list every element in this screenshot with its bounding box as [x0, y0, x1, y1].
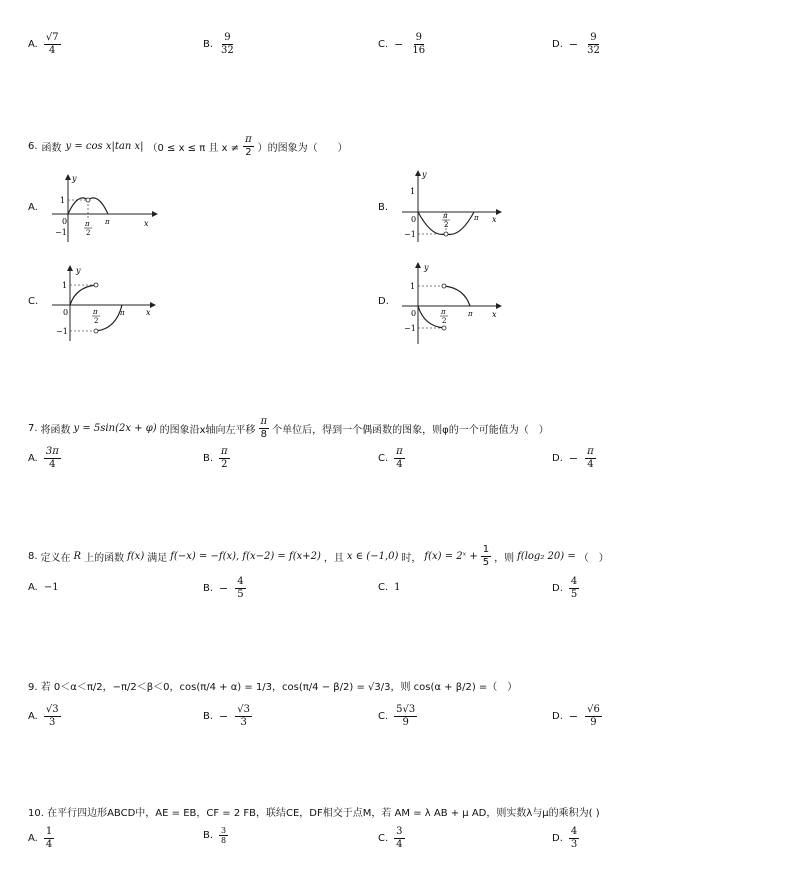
option-label: A. [28, 710, 38, 722]
q6-stem [28, 134, 348, 158]
tick-pi: π [120, 309, 125, 317]
q6-graph-a[interactable] [50, 172, 160, 244]
q9-stem [28, 678, 517, 693]
fraction: $\frac{4}{3}$ [570, 826, 578, 850]
tick-neg-one: −1 [56, 327, 68, 336]
fraction: $\frac{\pi}{2}$ [245, 134, 252, 158]
option-label: D. [552, 38, 563, 50]
fraction: $\frac{5√3}{9}$ [396, 704, 416, 728]
fraction: $\frac{√7}{4}$ [45, 32, 59, 56]
set-r: R [73, 550, 82, 562]
option-label: B. [203, 38, 214, 50]
axis-x-label: x [146, 308, 151, 317]
q8-stem [28, 544, 609, 568]
tick-neg-one: −1 [55, 228, 67, 237]
stem-text: 时， [401, 552, 422, 564]
stem-text: 函数 [41, 142, 62, 154]
minus-sign: − [394, 37, 404, 51]
q8-option-d[interactable] [552, 576, 579, 600]
minus-sign: − [219, 581, 229, 595]
tick-pi: π [474, 214, 479, 222]
axis-x-label: x [492, 215, 497, 224]
stem-text: 的图象沿x轴向左平移 [159, 424, 256, 436]
domain-expression: x ∈ (−1,0) [346, 550, 399, 562]
q6-option-d-label[interactable]: D. [378, 296, 389, 307]
fraction: $\frac{√6}{9}$ [587, 704, 600, 728]
fraction: $\frac{\pi}{4}$ [587, 446, 594, 470]
minus-sign: − [568, 451, 579, 465]
question-number: 9. [28, 682, 38, 693]
option-value: −1 [43, 582, 59, 593]
axis-y-label: y [422, 170, 427, 179]
option-label: C. [378, 38, 389, 50]
q6-graph-d[interactable] [400, 260, 510, 346]
function-name: f(x) [127, 550, 145, 562]
fraction: $\frac{1}{4}$ [45, 826, 53, 850]
option-label: B. [203, 830, 214, 842]
function-expression: y = cos x|tan x| [65, 140, 144, 152]
origin-label: 0 [63, 308, 69, 317]
tick-one: 1 [410, 187, 416, 196]
function-expression: y = 5sin(2x + φ) [73, 422, 157, 434]
tick-half-pi-den: 2 [94, 317, 99, 325]
tick-one: 1 [60, 196, 66, 205]
function-definition: f(x) = 2ˣ + [424, 550, 478, 562]
axis-y-label: y [72, 174, 77, 183]
question-number: 7. [28, 422, 38, 434]
tick-neg-one: −1 [404, 230, 416, 239]
q9-options [0, 704, 794, 748]
fraction: $\frac{4}{5}$ [237, 576, 244, 600]
option-value: 1 [394, 582, 401, 593]
fraction: $\frac{1}{5}$ [482, 544, 490, 568]
stem-text: 将函数 [40, 424, 71, 436]
q8-option-a[interactable] [28, 582, 59, 593]
option-label: C. [378, 582, 389, 593]
option-label: A. [28, 38, 38, 50]
origin-label: 0 [411, 309, 417, 318]
q5-option-c[interactable] [378, 32, 427, 56]
axis-x-label: x [144, 219, 149, 228]
q5-option-a[interactable] [28, 32, 61, 56]
condition-text: （0 ≤ x ≤ π 且 x ≠ [147, 142, 240, 154]
tick-half-pi-den: 2 [86, 229, 91, 237]
stem-text: 若 0＜α＜π/2，−π/2＜β＜0，cos(π/4 + α) = 1/3，cos(π/4 − β/2) = √3/3，则 cos(α + β/2) =（ ） [40, 682, 518, 693]
option-label: D. [552, 582, 563, 594]
fraction: $\frac{\pi}{4}$ [396, 446, 403, 470]
q8-option-b[interactable] [203, 576, 246, 600]
fraction: $\frac{3}{4}$ [396, 826, 403, 850]
q6-graph-c[interactable] [50, 263, 160, 343]
condition-expression: f(−x) = −f(x), f(x−2) = f(x+2) [170, 550, 321, 562]
q10-option-a[interactable] [28, 826, 54, 850]
q6-option-b-label[interactable]: B. [378, 202, 389, 213]
question-number: 8. [28, 550, 38, 562]
axis-y-label: y [76, 266, 81, 275]
origin-label: 0 [411, 215, 417, 224]
fraction: $\frac{√3}{3}$ [237, 704, 250, 728]
q7-options [0, 446, 794, 490]
tick-half-pi-num: π [443, 212, 448, 220]
option-label: C. [378, 832, 389, 844]
q10-option-d[interactable] [552, 826, 579, 850]
tick-half-pi-num: π [441, 308, 446, 316]
question-number: 6. [28, 140, 38, 152]
tick-pi: π [468, 310, 473, 318]
q9-option-b[interactable] [203, 704, 252, 728]
fraction: $\frac{\pi}{8}$ [260, 416, 268, 440]
tick-half-pi-num: π [85, 220, 90, 228]
axis-x-label: x [492, 310, 497, 319]
q8-options [0, 576, 794, 620]
q6-option-a-label[interactable]: A. [28, 202, 38, 213]
tick-neg-one: −1 [404, 324, 416, 333]
tick-half-pi-den: 2 [442, 317, 447, 325]
fraction: $\frac{\pi}{2}$ [221, 446, 228, 470]
fraction: $\frac{√3}{3}$ [45, 704, 59, 728]
minus-sign: − [219, 709, 229, 723]
option-label: C. [378, 710, 389, 722]
fraction: $\frac{9}{32}$ [221, 32, 234, 56]
stem-text: 在平行四边形ABCD中，AE = EB，CF = 2 FB，联结CE，DF相交于点M，若 AM = λ AB + μ AD，则实数λ与μ的乘积为( ) [47, 808, 600, 819]
q10-options [0, 826, 794, 870]
fraction: $\frac{3\pi}{4}$ [45, 446, 59, 470]
q9-option-a[interactable] [28, 704, 61, 728]
option-label: B. [203, 582, 214, 594]
q5-options [0, 30, 794, 74]
option-label: A. [28, 452, 38, 464]
option-label: B. [203, 710, 214, 722]
q6-graph-b[interactable] [400, 168, 510, 244]
q9-option-c[interactable] [378, 704, 417, 728]
minus-sign: − [568, 37, 579, 51]
option-label: A. [28, 582, 38, 593]
ask-expression: f(log₂ 20) = [517, 550, 576, 562]
fraction: $\frac{9}{32}$ [587, 32, 600, 56]
q7-option-b[interactable] [203, 446, 230, 470]
fraction: $\frac{4}{5}$ [570, 576, 578, 600]
option-label: D. [552, 832, 563, 844]
axis-y-label: y [424, 263, 429, 272]
stem-text: （ ） [578, 552, 609, 564]
option-label: D. [552, 452, 563, 464]
q10-option-c[interactable] [378, 826, 405, 850]
tick-one: 1 [410, 282, 416, 291]
stem-text: ，则 [494, 552, 515, 564]
question-number: 10. [28, 808, 44, 819]
tick-half-pi-den: 2 [444, 221, 449, 229]
q6-option-c-label[interactable]: C. [28, 296, 39, 307]
stem-text: 定义在 [40, 552, 71, 564]
q10-option-b[interactable] [203, 826, 228, 845]
stem-text: 满足 [147, 552, 168, 564]
tick-half-pi-num: π [93, 308, 98, 316]
minus-sign: − [568, 709, 579, 723]
q7-stem [28, 416, 549, 440]
tick-pi: π [105, 218, 110, 226]
stem-text: ，且 [323, 552, 344, 564]
origin-label: 0 [62, 217, 68, 226]
q9-option-d[interactable] [552, 704, 602, 728]
stem-text: 上的函数 [84, 552, 125, 564]
q5-option-d[interactable] [552, 32, 602, 56]
q7-option-c[interactable] [378, 446, 405, 470]
option-label: C. [378, 452, 389, 464]
fraction: $\frac{3}{8}$ [221, 826, 227, 846]
q8-option-c[interactable] [378, 582, 401, 593]
q7-option-a[interactable] [28, 446, 61, 470]
q7-option-d[interactable] [552, 446, 596, 470]
stem-text: ）的图象为（ ） [257, 142, 348, 154]
fraction: $\frac{9}{16}$ [412, 32, 426, 56]
option-label: B. [203, 452, 214, 464]
q5-option-b[interactable] [203, 32, 236, 56]
option-label: A. [28, 832, 38, 844]
tick-one: 1 [62, 281, 68, 290]
stem-text: 个单位后，得到一个偶函数的图象，则φ的一个可能值为（ ） [272, 424, 549, 436]
q10-stem [28, 804, 600, 819]
option-label: D. [552, 710, 563, 722]
